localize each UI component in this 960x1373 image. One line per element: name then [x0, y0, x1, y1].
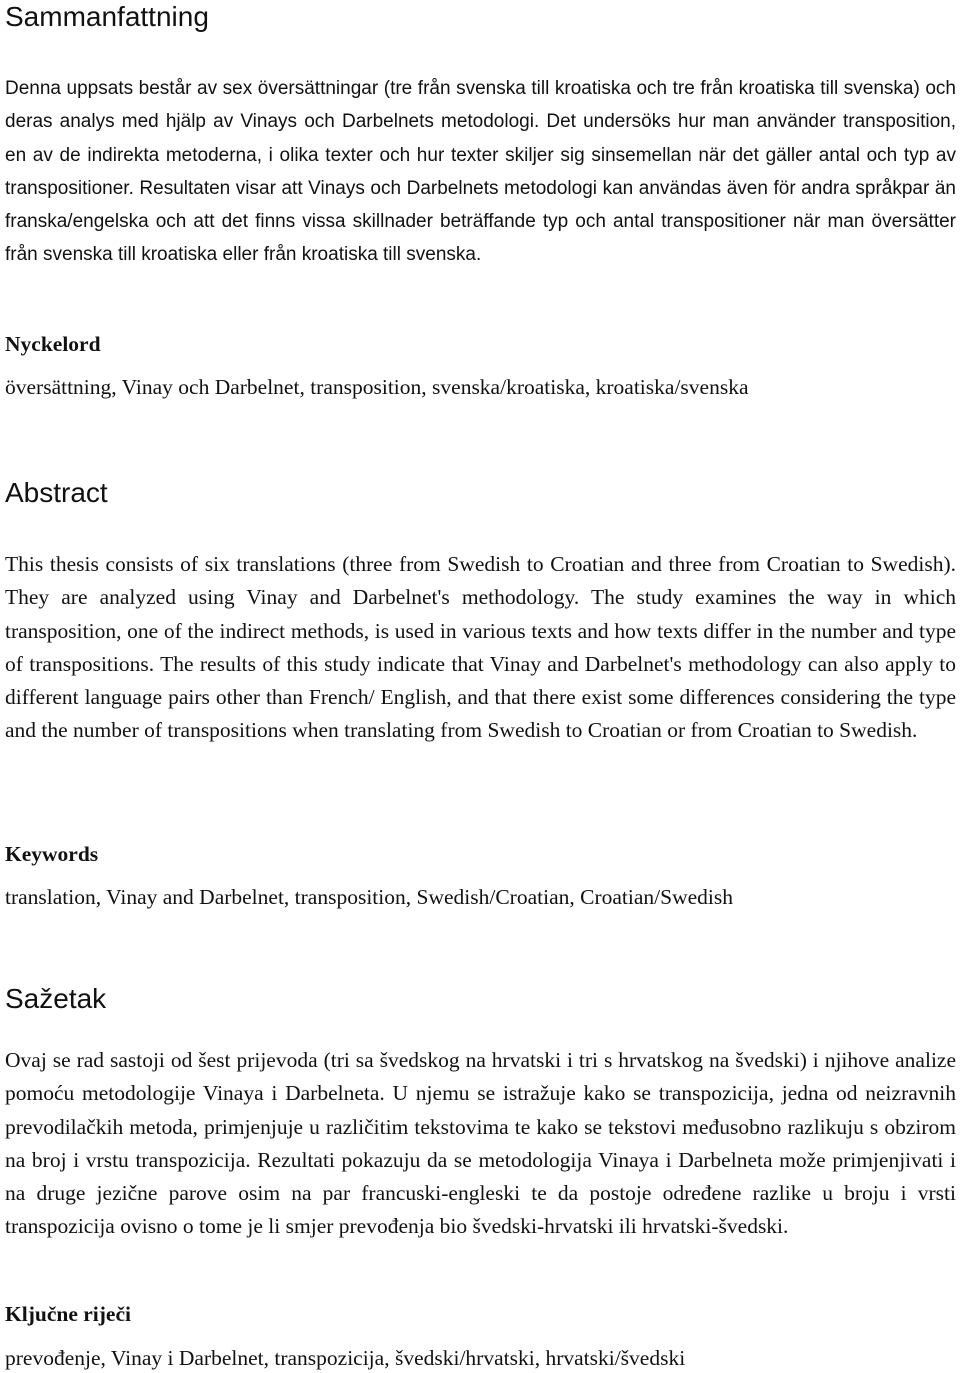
english-keywords: translation, Vinay and Darbelnet, transposition, Swedish/Croatian, Croatian/Swedish — [5, 885, 733, 909]
croatian-abstract-paragraph: Ovaj se rad sastoji od šest prijevoda (tri sa švedskog na hrvatski i tri s hrvatskog na švedski) i njihove analize pomoću metodologije Vinaya i Darbelneta. U njemu se istražuje kako se transpozicija, jedna od neizravnih prevodilačkih metoda, primjenjuje u različitim tekstovima te kako se tekstovi međusobno razlikuju s obzirom na broj i vrstu transpozicija. Rezultati pokazuju da se metodologija Vinaya i Darbelneta može primjenjivati i na druge jezične parove osim na par francuski-engleski te da postoje određene razlike u broju i vrsti transpozicija ovisno o tome je li smjer prevođenja bio švedski-hrvatski ili hrvatski-švedski. — [5, 1048, 956, 1239]
swedish-abstract-paragraph: Denna uppsats består av sex översättningar (tre från svenska till kroatiska och tre från kroatiska till svenska) och deras analys med hjälp av Vinays och Darbelnets metodologi. Det undersöks hur man använder transposition, en av de indirekta metoderna, i olika texter och hur texter skiljer sig sinsemellan när det gäller antal och typ av transpositioner. Resultaten visar att Vinays och Darbelnets metodologi kan användas även för andra språkpar än franska/engelska och att det finns vissa skillnader beträffande typ och antal transpositioner när man översätter från svenska till kroatiska eller från kroatiska till svenska. — [5, 78, 956, 266]
swedish-keywords-label: Nyckelord — [5, 332, 101, 356]
english-abstract-paragraph: This thesis consists of six translations (three from Swedish to Croatian and three from Croatian to Swedish). They are analyzed using Vinay and Darbelnet's methodology. The study examines the way in which transposition, one of the indirect methods, is used in various texts and how texts differ in the number and type of transpositions. The results of this study indicate that Vinay and Darbelnet's methodology can also apply to different language pairs other than French/ English, and that there exist some differences considering the type and the number of transpositions when translating from Swedish to Croatian or from Croatian to Swedish. — [5, 552, 956, 743]
croatian-keywords: prevođenje, Vinay i Darbelnet, transpozicija, švedski/hrvatski, hrvatski/švedski — [5, 1346, 686, 1370]
swedish-heading: Sammanfattning — [5, 1, 209, 32]
croatian-keywords-label: Ključne riječi — [5, 1302, 131, 1326]
english-keywords-label: Keywords — [5, 842, 99, 866]
english-heading: Abstract — [5, 477, 108, 508]
swedish-keywords: översättning, Vinay och Darbelnet, transposition, svenska/kroatiska, kroatiska/svenska — [5, 375, 749, 399]
croatian-heading: Sažetak — [5, 983, 107, 1014]
